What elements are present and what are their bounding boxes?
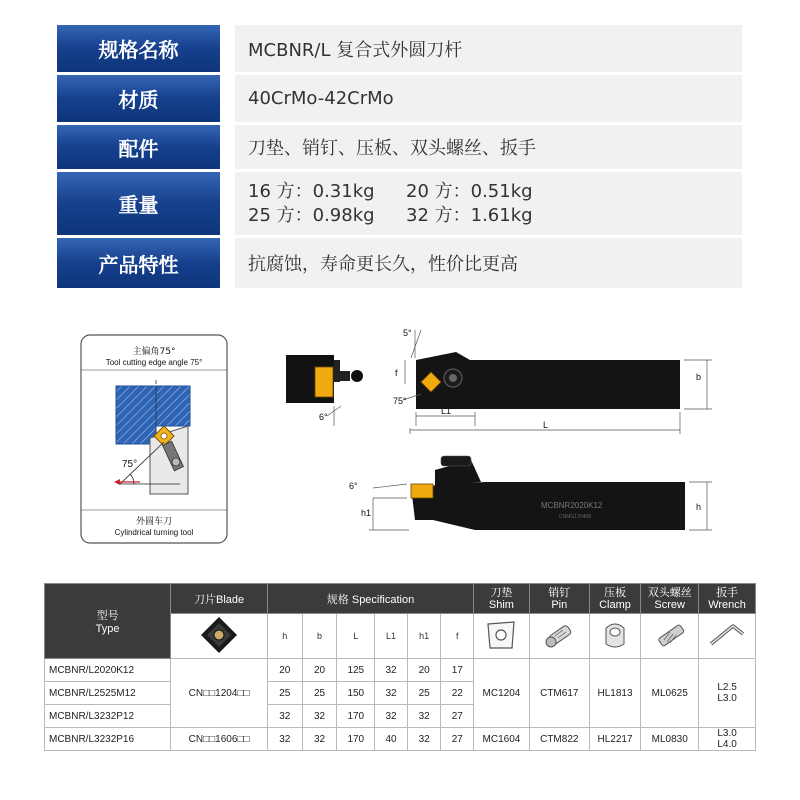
dim-cell: 22 (441, 682, 474, 705)
header-en: Wrench (708, 598, 746, 611)
wrench-cell: L3.0 L4.0 (699, 728, 756, 751)
dim-cell: 27 (441, 728, 474, 751)
wrench-cell: L2.5 L3.0 (699, 659, 756, 728)
dim-cell: 32 (407, 705, 441, 728)
dim-cell: 125 (337, 659, 375, 682)
shim-cell: MC1204 (474, 659, 530, 728)
dim-l1-label: L1 (441, 406, 452, 416)
shim-cell: MC1604 (474, 728, 530, 751)
shim-icon (484, 618, 518, 652)
header-cn: 销钉 (548, 586, 571, 599)
table-row (45, 728, 756, 751)
dim-cell: 25 (267, 682, 302, 705)
dim-header-b: b (302, 614, 337, 659)
weight-item: 20 方：0.51kg (406, 180, 533, 202)
dim-cell: 32 (267, 728, 302, 751)
dim-cell: 32 (407, 728, 441, 751)
dim-header-l1: L1 (375, 614, 408, 659)
pin-cell: CTM617 (529, 659, 589, 728)
dim-cell: 32 (302, 728, 337, 751)
header-cn: 扳手 (716, 586, 739, 599)
spec-label: 材质 (57, 75, 220, 122)
dim-cell: 25 (302, 682, 337, 705)
spec-row-features (57, 238, 742, 288)
spec-value (235, 238, 742, 288)
header-en: Clamp (599, 598, 631, 611)
shim-header (474, 584, 530, 614)
weight-line (248, 204, 742, 228)
clamp-cell: HL2217 (589, 728, 641, 751)
insert-icon (199, 615, 239, 655)
angle-side-label: 6° (319, 412, 328, 422)
cutting-angle-diagram (80, 334, 228, 544)
type-cell: MCBNR/L3232P12 (45, 705, 171, 728)
dim-f-label: f (395, 368, 398, 378)
type-cell: MCBNR/L2525M12 (45, 682, 171, 705)
weight-item: 32 方：1.61kg (406, 204, 533, 226)
clamp-image-cell (589, 614, 641, 659)
weight-line (248, 180, 742, 204)
spec-label: 配件 (57, 125, 220, 169)
type-cell: MCBNR/L2020K12 (45, 659, 171, 682)
spec-label: 重量 (57, 172, 220, 235)
spec-value-text: 40CrMo-42CrMo (248, 88, 394, 109)
dim-cell: 32 (375, 705, 408, 728)
type-header: 型号 Type (45, 584, 171, 659)
diagram-caption-en: Cylindrical turning tool (114, 528, 194, 537)
diagram-title-en: Tool cutting edge angle 75° (105, 358, 203, 367)
diagram-caption-cn: 外圆车刀 (135, 517, 173, 527)
spec-value (235, 172, 742, 235)
dim-cell: 17 (441, 659, 474, 682)
blade-image-cell (171, 614, 268, 659)
dim-cell: 40 (375, 728, 408, 751)
dim-cell: 32 (267, 705, 302, 728)
spec-row-accessories (57, 125, 742, 169)
spec-row-name (57, 25, 742, 72)
dim-cell: 20 (267, 659, 302, 682)
spec-header: 规格 Specification (267, 584, 473, 614)
header-en: Shim (488, 598, 514, 611)
table-row (45, 659, 756, 682)
screw-icon (652, 618, 688, 652)
tool-dimension-diagram (275, 322, 720, 550)
dim-cell: 25 (407, 682, 441, 705)
blade-header: 刀片Blade (171, 584, 268, 614)
weight-item: 25 方：0.98kg (248, 204, 375, 226)
clamp-icon (598, 618, 632, 652)
workpiece-shape (116, 386, 156, 444)
screw-header (641, 584, 699, 614)
dim-header-l: L (337, 614, 375, 659)
spec-label: 规格名称 (57, 25, 220, 72)
dim-cell: 170 (337, 705, 375, 728)
dim-h-label: h (696, 502, 702, 512)
diagram-title-cn: 主偏角75° (132, 347, 176, 357)
spec-row-material (57, 75, 742, 122)
clamp-header (589, 584, 641, 614)
dim-cell: 150 (337, 682, 375, 705)
dim-header-h: h (267, 614, 302, 659)
spec-label: 产品特性 (57, 238, 220, 288)
angle-h1-label: 6° (349, 481, 358, 491)
pin-cell: CTM822 (529, 728, 589, 751)
dim-cell: 20 (407, 659, 441, 682)
dim-cell: 32 (375, 682, 408, 705)
wrench-header (699, 584, 756, 614)
type-cell: MCBNR/L3232P16 (45, 728, 171, 751)
spec-value-text: 刀垫、销钉、压板、双头螺丝、扳手 (248, 138, 536, 159)
dim-cell: 170 (337, 728, 375, 751)
diagram-angle-label: 75° (122, 459, 138, 470)
shim-image-cell (474, 614, 530, 659)
spec-value (235, 75, 742, 122)
pin-icon (541, 618, 577, 652)
wrench-image-cell (699, 614, 756, 659)
header-cn: 刀垫 (490, 586, 513, 599)
dim-cell: 32 (375, 659, 408, 682)
wrench-icon (707, 618, 747, 652)
spec-value (235, 125, 742, 169)
workpiece-shape (156, 386, 190, 426)
engraving-sub: CNMG120408 (559, 514, 591, 520)
screw-cell: ML0830 (641, 728, 699, 751)
dim-h1-label: h1 (361, 508, 372, 518)
dim-header-h1: h1 (407, 614, 441, 659)
angle-top-label: 5° (403, 328, 412, 338)
spec-row-weight (57, 172, 742, 235)
spec-value-text: 抗腐蚀，寿命更长久，性价比更高 (248, 254, 518, 275)
angle-bottom-label: 75° (393, 396, 407, 406)
dim-cell: 20 (302, 659, 337, 682)
dim-cell: 32 (302, 705, 337, 728)
engraving-main: MCBNR2020K12 (541, 501, 603, 510)
blade-cell: CN□□1606□□ (171, 728, 268, 751)
dim-cell: 27 (441, 705, 474, 728)
header-en: Pin (551, 598, 568, 611)
spec-value (235, 25, 742, 72)
dim-header-f: f (441, 614, 474, 659)
clamp-cell: HL1813 (589, 659, 641, 728)
blade-cell: CN□□1204□□ (171, 659, 268, 728)
weight-item: 16 方：0.31kg (248, 180, 375, 202)
dim-l-label: L (543, 420, 549, 430)
pin-image-cell (529, 614, 589, 659)
header-cn: 压板 (604, 586, 627, 599)
screw-cell: ML0625 (641, 659, 699, 728)
pin-header (529, 584, 589, 614)
screw-image-cell (641, 614, 699, 659)
dim-b-label: b (696, 372, 702, 382)
spec-value-text: MCBNR/L 复合式外圆刀杆 (248, 39, 463, 61)
header-cn: 双头螺丝 (647, 586, 692, 599)
product-table (44, 583, 756, 751)
header-en: Screw (654, 598, 685, 611)
